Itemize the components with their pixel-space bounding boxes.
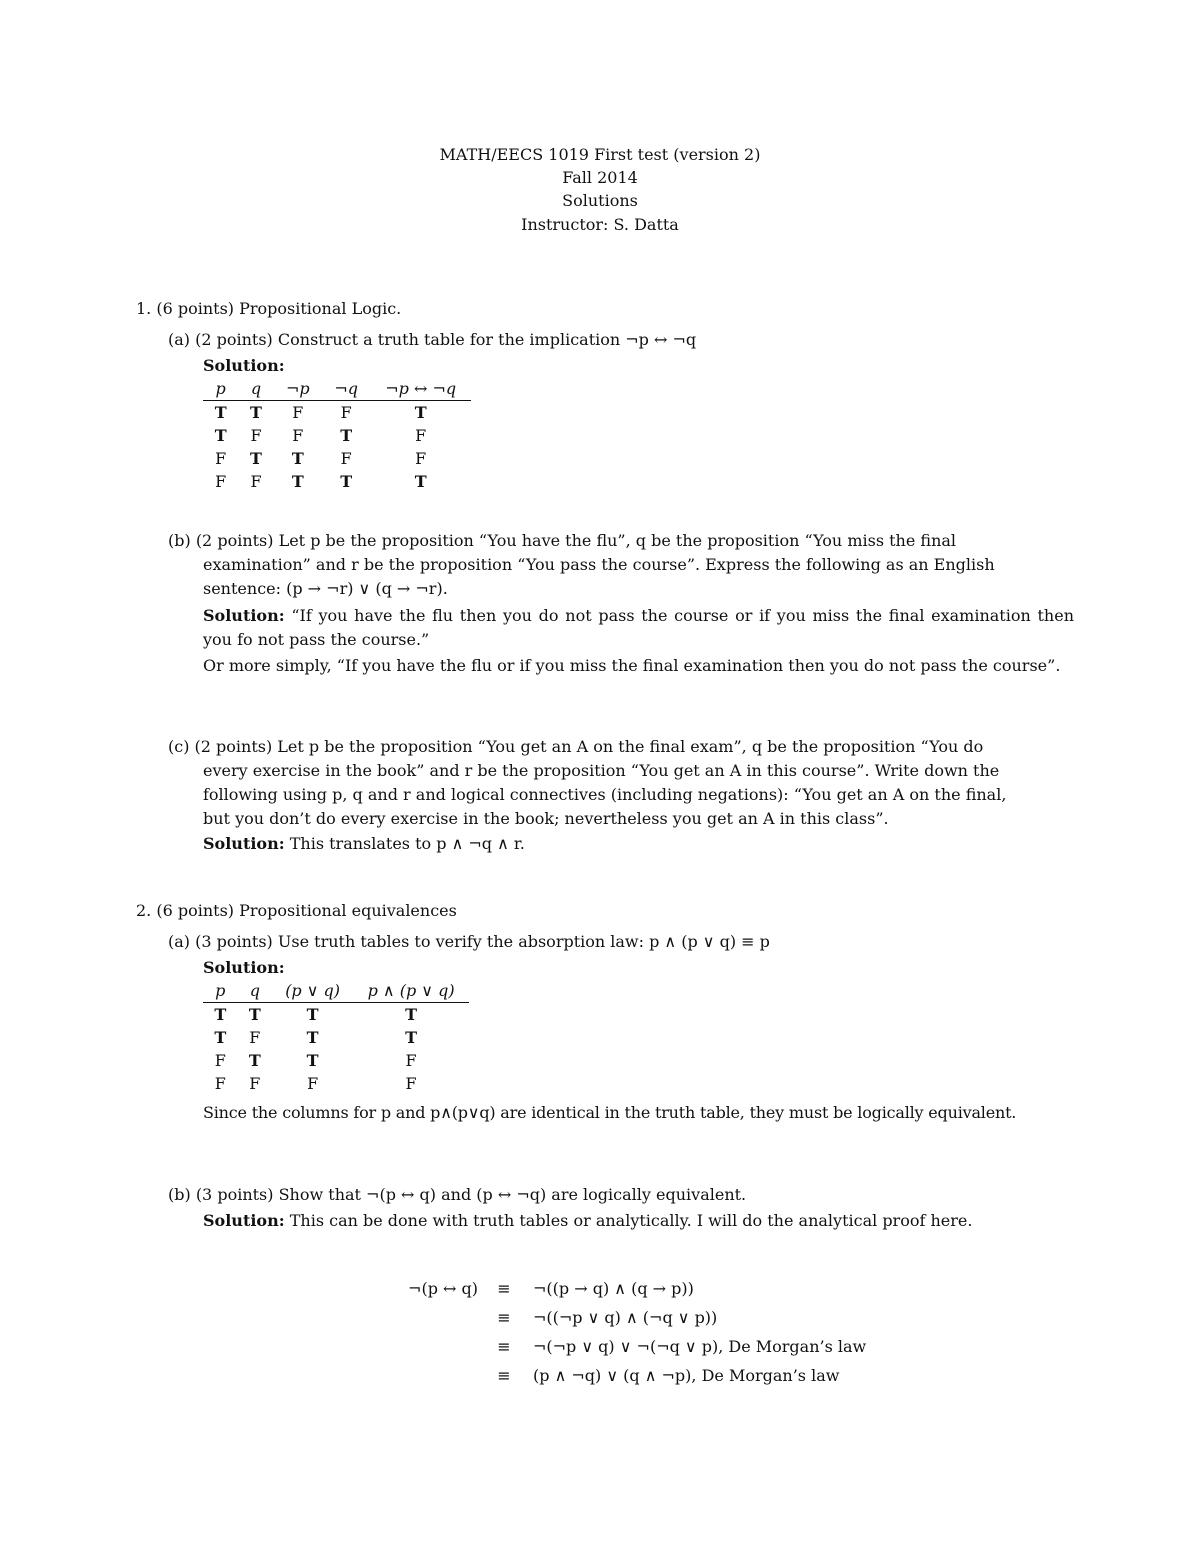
page-title: MATH/EECS 1019 First test (version 2) [439, 145, 761, 164]
proof-lhs [330, 1335, 478, 1364]
q1b-prompt-line-1: (b) (2 points) Let p be the proposition “You have the flu”, q be the proposition “You miss the final [168, 531, 957, 550]
proof-relation: ≡ [497, 1337, 511, 1356]
q1b-alt-text: Or more simply, “If you have the flu or if you miss the final examination then you do not pass the course”. [203, 656, 1061, 675]
q1c-prompt-line-1: (c) (2 points) Let p be the proposition “You get an A on the final exam”, q be the proposition “You do [168, 737, 984, 756]
q1a-table-cell: T [414, 403, 427, 422]
term-line: Fall 2014 [562, 168, 638, 187]
q2b-solution-text: This can be done with truth tables or analytically. I will do the analytical proof here. [289, 1211, 973, 1230]
proof-line [330, 1306, 1030, 1335]
q2a-table-header-cell: (p ∨ q) [272, 980, 353, 1003]
q1b-solution-label: Solution: [203, 606, 285, 625]
q1a-table-header-cell: q [238, 378, 273, 401]
q1c-prompt-line-3: following using p, q and r and logical connectives (including negations): “You get an A on the final, [203, 785, 1007, 804]
q2a-table-cell: T [248, 1051, 261, 1070]
q1a-table-header-cell: ¬p [274, 378, 322, 401]
q1a-solution-label: Solution: [203, 356, 285, 375]
q1c-solution-text: This translates to p ∧ ¬q ∧ r. [289, 834, 525, 853]
q1a-table-cell: F [415, 426, 427, 445]
proof-line [330, 1335, 1030, 1364]
q2a-table-header-cell: q [238, 980, 273, 1003]
q1a-prompt: (a) (2 points) Construct a truth table for the implication ¬p ↔ ¬q [168, 330, 697, 349]
q2a-table-cell: F [214, 1051, 226, 1070]
q1a-table-cell: F [415, 449, 427, 468]
q2b-solution [203, 1209, 972, 1233]
q2a-solution-label: Solution: [203, 958, 285, 977]
proof-relation: ≡ [497, 1279, 511, 1298]
table-row [203, 401, 471, 425]
q1a-table-cell: F [215, 449, 227, 468]
proof-line [330, 1364, 1030, 1393]
q1b-solution [203, 604, 1074, 652]
table-row [203, 1026, 469, 1049]
q2a-table-cell: T [214, 1005, 227, 1024]
q2a-table-cell: T [405, 1005, 418, 1024]
q2a-table-cell: F [249, 1028, 261, 1047]
proof-relation: ≡ [497, 1366, 511, 1385]
q1b-prompt-line-2: examination” and r be the proposition “You pass the course”. Express the following as an English [203, 555, 995, 574]
table-row [203, 447, 471, 470]
q1a-table-cell: T [414, 472, 427, 491]
table-row [203, 470, 471, 493]
q1a-table-header-cell: ¬p ↔ ¬q [370, 378, 471, 401]
q1b-solution-text: “If you have the flu then you do not pass the course or if you miss the final examination then you fo not pass the course.” [203, 606, 1075, 649]
subtitle-line: Solutions [562, 191, 638, 210]
q1b-prompt [168, 529, 1074, 601]
q1a-table-cell: F [215, 472, 227, 491]
proof-lhs [330, 1306, 478, 1335]
table-row [203, 1003, 469, 1027]
proof-relation: ≡ [497, 1308, 511, 1327]
proof-rhs: ¬((p → q) ∧ (q → p)) [533, 1279, 694, 1298]
proof-line [330, 1277, 1030, 1306]
q1a-truth-table [203, 378, 471, 493]
proof-lhs [330, 1364, 478, 1393]
q1b-prompt-line-3: sentence: (p → ¬r) ∨ (q → ¬r). [203, 579, 448, 598]
q1a-table-cell: F [250, 472, 262, 491]
q2a-table-cell: T [306, 1051, 319, 1070]
q1a-table-header-cell: p [203, 378, 238, 401]
instructor-line: Instructor: S. Datta [521, 215, 679, 234]
proof-rhs: ¬(¬p ∨ q) ∨ ¬(¬q ∨ p), De Morgan’s law [533, 1337, 867, 1356]
proof-rhs: (p ∧ ¬q) ∨ (q ∧ ¬p), De Morgan’s law [533, 1366, 840, 1385]
q1a-table-cell: T [214, 426, 227, 445]
q1a-table-cell: F [340, 403, 352, 422]
table-row [203, 1049, 469, 1072]
q1a-table-cell: T [250, 403, 262, 422]
q1a-table-cell: T [214, 403, 227, 422]
q1a-table-cell: T [250, 449, 262, 468]
table-row [203, 1072, 469, 1095]
q1a-table-cell: T [340, 426, 353, 445]
q1a-table-cell: T [291, 472, 304, 491]
q1a-table-cell: T [340, 472, 353, 491]
q2a-table-cell: T [306, 1005, 319, 1024]
q1a-table-cell: F [292, 403, 304, 422]
q2a-table-header-cell: p [203, 980, 238, 1003]
q1c-prompt-line-4: but you don’t do every exercise in the book; nevertheless you get an A in this class”. [203, 809, 889, 828]
q1c-solution [203, 832, 525, 856]
q2b-prompt: (b) (3 points) Show that ¬(p ↔ q) and (p ↔ ¬q) are logically equivalent. [168, 1185, 747, 1204]
q2a-table-cell: F [405, 1051, 417, 1070]
q1-heading: 1. (6 points) Propositional Logic. [136, 299, 402, 318]
q2a-table-cell: T [248, 1005, 261, 1024]
q2a-table-cell: T [306, 1028, 319, 1047]
q2a-table-cell: T [405, 1028, 418, 1047]
q2a-truth-table [203, 980, 469, 1095]
q2a-table-cell: F [307, 1074, 319, 1093]
proof-lhs: ¬(p ↔ q) [408, 1279, 478, 1298]
q1c-solution-label: Solution: [203, 834, 285, 853]
q1a-table-cell: F [292, 426, 304, 445]
q2-heading: 2. (6 points) Propositional equivalences [136, 901, 457, 920]
q2a-conclusion: Since the columns for p and p∧(p∨q) are identical in the truth table, they must be logically equivalent. [203, 1103, 1017, 1122]
q2a-table-cell: F [249, 1074, 261, 1093]
q2a-table-cell: T [214, 1028, 227, 1047]
q2b-proof [330, 1277, 1030, 1393]
proof-rhs: ¬((¬p ∨ q) ∧ (¬q ∨ p)) [533, 1308, 718, 1327]
q2a-table-cell: F [214, 1074, 226, 1093]
q2a-table-cell: F [405, 1074, 417, 1093]
q1a-table-header-cell: ¬q [322, 378, 370, 401]
q1a-table-cell: T [291, 449, 304, 468]
q1a-table-cell: F [340, 449, 352, 468]
q2a-prompt: (a) (3 points) Use truth tables to verify the absorption law: p ∧ (p ∨ q) ≡ p [168, 932, 770, 951]
q2a-table-header-cell: p ∧ (p ∨ q) [353, 980, 469, 1003]
q2b-solution-label: Solution: [203, 1211, 285, 1230]
q1c-prompt-line-2: every exercise in the book” and r be the proposition “You get an A in this course”. Write down the [203, 761, 1000, 780]
table-row [203, 424, 471, 447]
q1a-table-cell: F [250, 426, 262, 445]
q1c-prompt [168, 735, 1074, 831]
